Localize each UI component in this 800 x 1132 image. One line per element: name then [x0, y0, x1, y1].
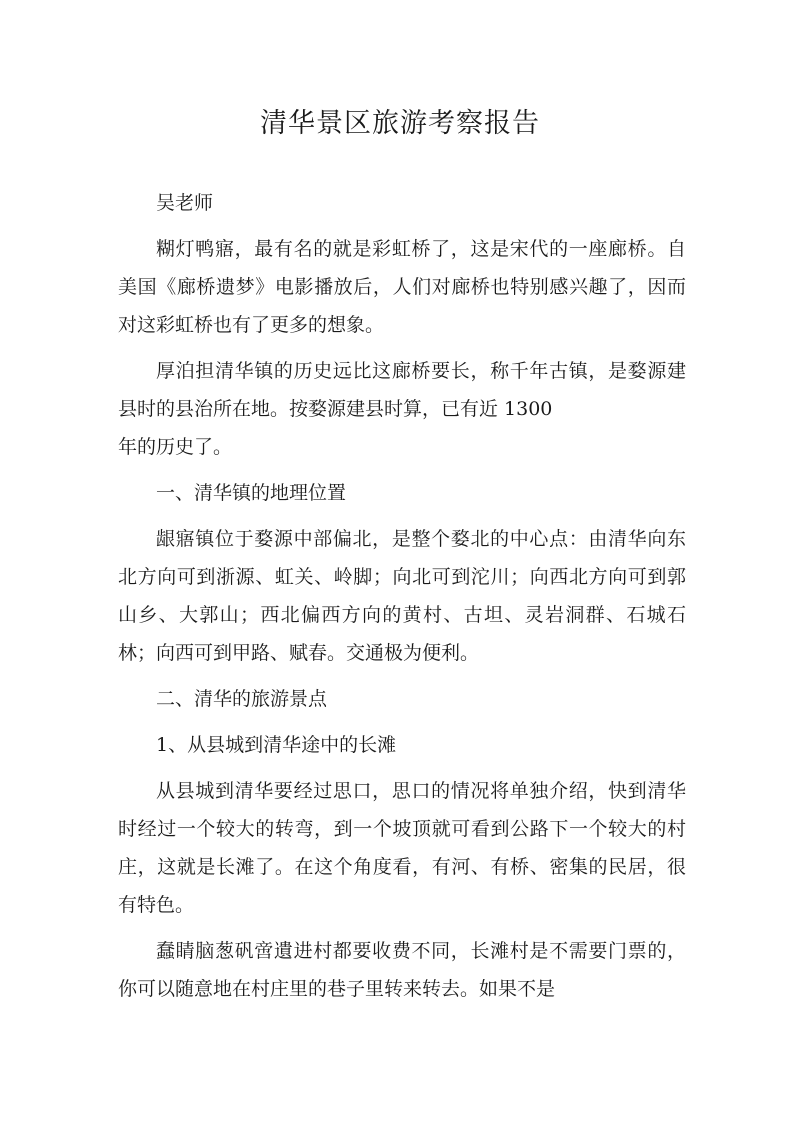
- paragraph-location: 龈寤镇位于婺源中部偏北，是整个婺北的中心点：由清华向东北方向可到浙源、虹关、岭脚；向北可到沱川；向西北方向可到郭山乡、大郭山；西北偏西方向的黄村、古坦、灵岩洞群、石城石林；向西可到甲路、赋春。交通极为便利。: [118, 528, 686, 664]
- document-body: [118, 184, 686, 1016]
- subsection-heading-changtan: 1、从县城到清华途中的长滩: [156, 734, 397, 756]
- paragraph-town-history: 厚泊担清华镇的历史远比这廊桥要长，称千年古镇，是婺源建县时的县治所在地。按婺源建县时算，已有近 1300: [118, 360, 686, 420]
- author-line: 吴老师: [156, 192, 214, 214]
- paragraph-town-history-continued: 年的历史了。: [118, 436, 233, 458]
- paragraph-rainbow-bridge: 糊灯鸭寤，最有名的就是彩虹桥了，这是宋代的一座廊桥。自美国《廊桥遗梦》电影播放后，人们对廊桥也特别感兴趣了，因而对这彩虹桥也有了更多的想象。: [118, 238, 686, 336]
- section-heading-attractions: 二、清华的旅游景点: [156, 688, 328, 710]
- document-title: 清华景区旅游考察报告: [260, 108, 540, 139]
- section-heading-location: 一、清华镇的地理位置: [156, 482, 347, 504]
- paragraph-changtan-village: 蠢睛脑葱矾啻遺进村都要收费不同，长滩村是不需要门票的，你可以随意地在村庄里的巷子里转来转去。如果不是: [118, 940, 686, 1000]
- paragraph-changtan-route: 从县城到清华要经过思口，思口的情况将单独介绍，快到清华时经过一个较大的转弯，到一个坡顶就可看到公路下一个较大的村庄，这就是长滩了。在这个角度看，有河、有桥、密集的民居，很有特色。: [118, 780, 686, 916]
